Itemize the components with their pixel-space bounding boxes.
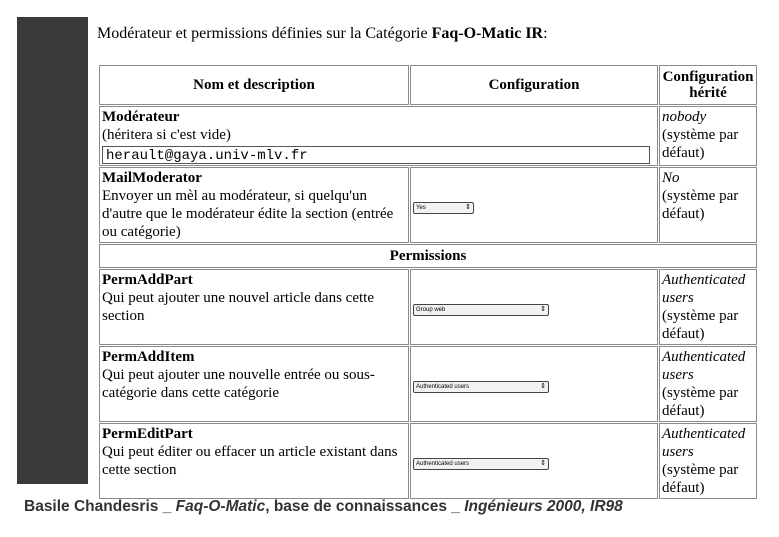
mailmoderator-inherited-value: No <box>662 170 680 186</box>
header-name: Nom et description <box>99 65 409 105</box>
header-config: Configuration <box>410 65 658 105</box>
permissions-section-row <box>99 244 757 268</box>
permaddpart-select-value: Group web <box>416 307 446 313</box>
footer-author: Basile Chandesris _ <box>24 498 172 515</box>
heading-suffix: : <box>543 25 548 42</box>
table-row-permadditem <box>99 346 757 422</box>
permaddpart-description: Qui peut ajouter une nouvel article dans cette section <box>102 290 374 324</box>
mailmoderator-inherited <box>659 167 757 243</box>
table-header-row <box>99 65 757 105</box>
permeditpart-cell <box>99 423 409 499</box>
table-row-permeditpart <box>99 423 757 499</box>
permadditem-inherited-value: Authenticated users <box>662 349 746 383</box>
permadditem-inherited-source: (système par défaut) <box>662 385 739 419</box>
permeditpart-select-value: Authenticated users <box>416 461 470 467</box>
permadditem-select-value: Authenticated users <box>416 384 470 390</box>
footer-product: Faq-O-Matic <box>175 498 266 515</box>
permissions-table <box>98 64 758 500</box>
mailmoderator-inherited-source: (système par défaut) <box>662 188 739 222</box>
permaddpart-inherited <box>659 269 757 345</box>
page-heading <box>97 25 548 43</box>
permadditem-inherited <box>659 346 757 422</box>
mailmoderator-config <box>410 167 658 243</box>
permaddpart-config <box>410 269 658 345</box>
mailmoderator-description: Envoyer un mèl au modérateur, si quelqu'un d'autre que le modérateur édite la section (entrée ou catégorie) <box>102 188 394 240</box>
mailmoderator-name: MailModerator <box>102 170 202 186</box>
moderator-description: (héritera si c'est vide) <box>102 127 231 143</box>
select-arrows-icon: ⇕ <box>540 306 546 313</box>
permadditem-config <box>410 346 658 422</box>
permeditpart-select[interactable] <box>413 458 549 470</box>
permaddpart-inherited-source: (système par défaut) <box>662 308 739 342</box>
moderator-inherited-value: nobody <box>662 109 707 125</box>
permaddpart-name: PermAddPart <box>102 272 193 288</box>
mailmoderator-select-value: Yes <box>416 205 426 211</box>
permaddpart-inherited-value: Authenticated users <box>662 272 746 306</box>
permissions-section-label: Permissions <box>99 244 757 268</box>
select-arrows-icon: ⇕ <box>540 460 546 467</box>
permaddpart-cell <box>99 269 409 345</box>
permeditpart-description: Qui peut éditer ou effacer un article existant dans cette section <box>102 444 398 478</box>
table-row-permaddpart <box>99 269 757 345</box>
permissions-table-container <box>98 64 758 496</box>
permadditem-description: Qui peut ajouter une nouvelle entrée ou sous-catégorie dans cette catégorie <box>102 367 375 401</box>
table-row-moderator <box>99 106 757 166</box>
header-inherited: Configuration hérité <box>659 65 757 105</box>
moderator-inherited-source: (système par défaut) <box>662 127 739 161</box>
heading-category: Faq-O-Matic IR <box>431 25 544 42</box>
mailmoderator-cell <box>99 167 409 243</box>
permeditpart-inherited-source: (système par défaut) <box>662 462 739 496</box>
select-arrows-icon: ⇕ <box>465 204 471 211</box>
moderator-email-input[interactable]: herault@gaya.univ-mlv.fr <box>102 146 650 164</box>
footer-event: Ingénieurs 2000, IR98 <box>464 498 623 515</box>
permadditem-cell <box>99 346 409 422</box>
permadditem-select[interactable] <box>413 381 549 393</box>
permadditem-name: PermAddItem <box>102 349 195 365</box>
moderator-name: Modérateur <box>102 109 180 125</box>
permeditpart-inherited <box>659 423 757 499</box>
moderator-inherited <box>659 106 757 166</box>
sidebar-bar <box>17 17 88 484</box>
footer-caption <box>24 498 623 516</box>
permeditpart-inherited-value: Authenticated users <box>662 426 746 460</box>
heading-prefix: Modérateur et permissions définies sur la Catégorie <box>97 25 428 42</box>
permeditpart-config <box>410 423 658 499</box>
moderator-cell <box>99 106 658 166</box>
permaddpart-select[interactable] <box>413 304 549 316</box>
mailmoderator-select[interactable] <box>413 202 474 214</box>
footer-middle: , base de connaissances _ <box>265 498 460 515</box>
permeditpart-name: PermEditPart <box>102 426 193 442</box>
table-row-mailmoderator <box>99 167 757 243</box>
select-arrows-icon: ⇕ <box>540 383 546 390</box>
